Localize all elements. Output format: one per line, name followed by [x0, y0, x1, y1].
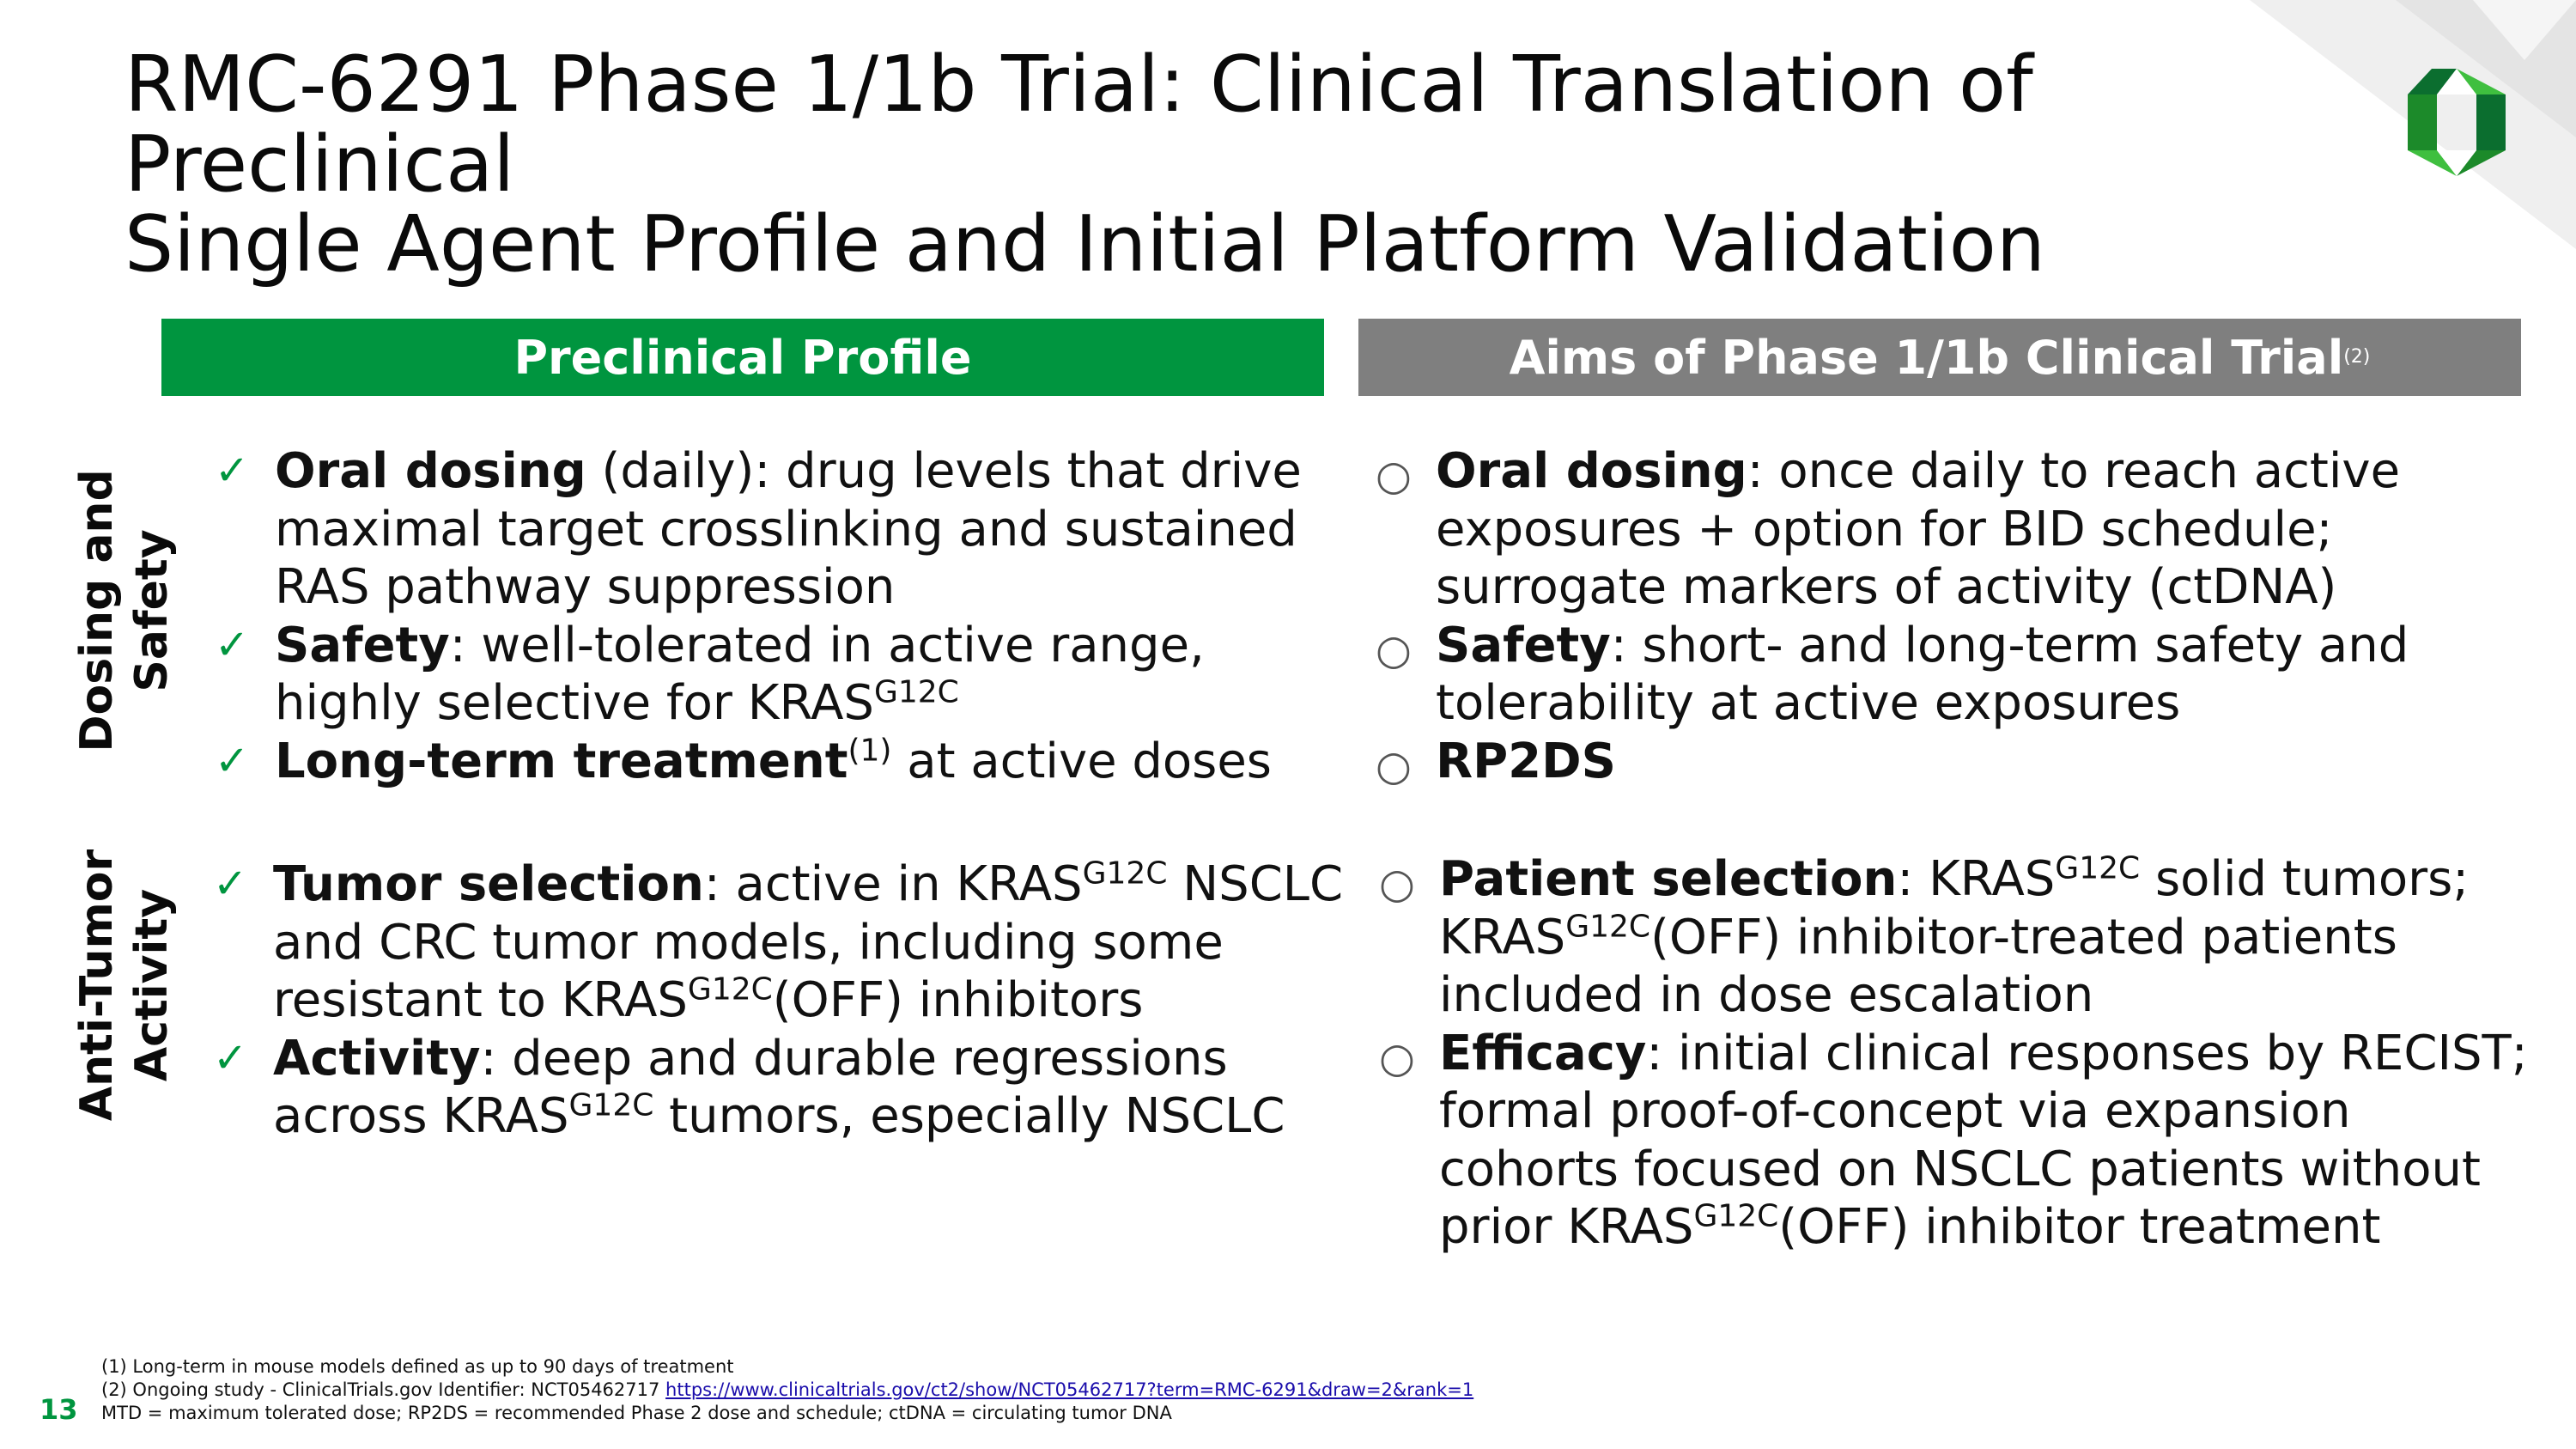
preclinical-dosing-list: [215, 442, 1340, 790]
bullet-bold: Efficacy: [1439, 1025, 1647, 1081]
list-item: [1379, 1025, 2530, 1257]
bullet-bold: Safety: [275, 617, 450, 673]
preclinical-profile-header-label: Preclinical Profile: [513, 330, 972, 385]
clinicaltrials-link[interactable]: https://www.clinicaltrials.gov/ct2/show/NCT05462717?term=RMC-6291&draw=2&rank=1: [665, 1379, 1474, 1400]
preclinical-profile-header: [161, 319, 1324, 396]
bullet-text: (daily): drug levels that drive maximal target crosslinking and sustained RAS pathway suppression: [275, 443, 1302, 615]
bullet-text: : deep and durable regressions across KRAS: [273, 1030, 1228, 1144]
row-label-anti-line-1: Anti-Tumor: [71, 849, 123, 1122]
superscript: G12C: [687, 971, 773, 1008]
row-label-dosing-line-2: Safety: [126, 529, 178, 692]
bullet-text: solid tumors; KRAS: [1439, 851, 2470, 965]
list-item: [215, 732, 1340, 791]
list-item: [213, 1030, 1346, 1146]
bullet-text: : active in KRAS: [703, 856, 1083, 912]
superscript: G12C: [1082, 855, 1168, 892]
revolution-medicines-logo-icon: [2408, 69, 2506, 176]
footnote-2-text: (2) Ongoing study - ClinicalTrials.gov Identifier: NCT05462717: [101, 1379, 666, 1400]
aims-anti-tumor-list: [1379, 850, 2530, 1257]
bullet-bold: Tumor selection: [273, 856, 704, 912]
clinical-trial-aims-header: Aims of Phase 1/1b Clinical Trial (2): [1358, 319, 2521, 396]
list-item: [1376, 617, 2526, 733]
list-item: [1379, 850, 2530, 1025]
row-label-anti-tumor-activity: [70, 831, 179, 1140]
bullet-text: : initial clinical responses by RECIST; formal proof-of-concept via expansion cohorts focused on NSCLC patients without prior KRAS: [1439, 1025, 2528, 1255]
aims-dosing-list: [1376, 442, 2526, 790]
page-number: 13: [39, 1393, 78, 1426]
row-label-dosing-line-1: Dosing and: [71, 469, 123, 752]
circle-bullet-icon: ○: [1376, 452, 1412, 500]
clinical-trial-aims-header-label: Aims of Phase 1/1b Clinical Trial: [1509, 330, 2344, 385]
checkmark-icon: ✓: [215, 447, 250, 495]
bullet-text: : KRAS: [1897, 851, 2056, 907]
checkmark-icon: ✓: [213, 860, 248, 908]
bullet-text: : short- and long-term safety and tolerability at active exposures: [1436, 617, 2409, 731]
bullet-bold: RP2DS: [1436, 733, 1616, 789]
bullet-text: (OFF) inhibitor-treated patients included in dose escalation: [1439, 909, 2397, 1023]
footnotes: [101, 1355, 1473, 1425]
bullet-text: NSCLC and CRC tumor models, including some resistant to KRAS: [273, 856, 1344, 1028]
bullet-text: : well-tolerated in active range, highly selective for KRAS: [275, 617, 1205, 731]
list-item: [213, 855, 1346, 1030]
bullet-bold: Oral dosing: [275, 443, 586, 499]
bullet-bold: Safety: [1436, 617, 1611, 673]
superscript: G12C: [2055, 850, 2141, 886]
bullet-text: tumors, especially NSCLC: [653, 1088, 1285, 1144]
checkmark-icon: ✓: [213, 1033, 248, 1082]
superscript: G12C: [1565, 908, 1651, 944]
bullet-bold: Patient selection: [1439, 851, 1898, 907]
bullet-text: (OFF) inhibitors: [772, 972, 1144, 1028]
bullet-text: (OFF) inhibitor treatment: [1778, 1199, 2381, 1255]
slide-title-line-1: RMC-6291 Phase 1/1b Trial: Clinical Translation of Preclinical: [125, 40, 2033, 210]
list-item: [1376, 733, 2526, 791]
footnote-ref-1: (1): [848, 732, 892, 768]
bullet-text: at active doses: [891, 733, 1272, 789]
bullet-bold: Oral dosing: [1436, 443, 1747, 499]
footnote-1: (1) Long-term in mouse models defined as up to 90 days of treatment: [101, 1356, 734, 1377]
list-item: [215, 442, 1340, 617]
list-item: [215, 617, 1340, 733]
bullet-bold: Activity: [273, 1030, 481, 1087]
superscript: G12C: [873, 674, 959, 710]
circle-bullet-icon: ○: [1379, 860, 1415, 908]
superscript: G12C: [1693, 1198, 1779, 1234]
superscript: G12C: [568, 1087, 654, 1123]
checkmark-icon: ✓: [215, 736, 250, 785]
bullet-bold: Long-term treatment: [275, 733, 848, 789]
slide-title-line-2: Single Agent Profile and Initial Platform Validation: [125, 199, 2045, 289]
footnote-abbreviations: MTD = maximum tolerated dose; RP2DS = recommended Phase 2 dose and schedule; ctDNA = circulating tumor DNA: [101, 1403, 1172, 1423]
checkmark-icon: ✓: [215, 620, 250, 669]
footnote-2: [101, 1379, 1473, 1402]
preclinical-anti-tumor-list: [213, 855, 1346, 1146]
circle-bullet-icon: ○: [1376, 625, 1412, 674]
slide-title: [125, 40, 2340, 289]
row-label-anti-line-2: Activity: [126, 888, 178, 1082]
circle-bullet-icon: ○: [1376, 741, 1412, 790]
row-label-dosing-safety: [70, 456, 179, 765]
bullet-text: : once daily to reach active exposures + option for BID schedule; surrogate markers of activity (ctDNA): [1436, 443, 2401, 615]
list-item: [1376, 442, 2526, 617]
circle-bullet-icon: ○: [1379, 1033, 1415, 1082]
